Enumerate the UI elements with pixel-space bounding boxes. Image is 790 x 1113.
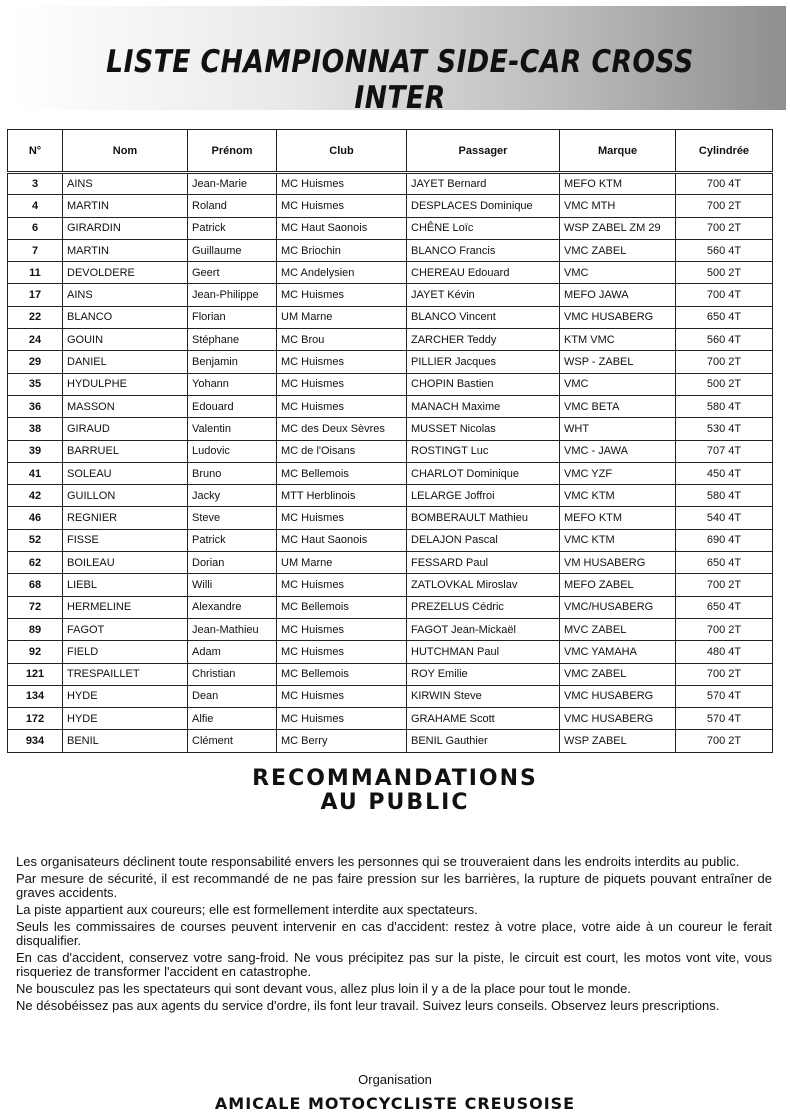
rider-last-name-cell: AINS bbox=[63, 173, 188, 195]
engine-capacity-cell: 570 4T bbox=[676, 708, 773, 730]
passenger-name-cell: BLANCO Francis bbox=[407, 239, 560, 261]
rider-club-cell: MC Briochin bbox=[277, 239, 407, 261]
column-header-club: Club bbox=[277, 130, 407, 173]
table-row bbox=[8, 217, 773, 239]
passenger-name-cell: KIRWIN Steve bbox=[407, 685, 560, 707]
rider-number-cell: 41 bbox=[8, 462, 63, 484]
machine-brand-cell: VMC KTM bbox=[560, 485, 676, 507]
machine-brand-cell: VMC HUSABERG bbox=[560, 685, 676, 707]
passenger-name-cell: JAYET Kévin bbox=[407, 284, 560, 306]
rider-first-name-cell: Guillaume bbox=[188, 239, 277, 261]
table-row bbox=[8, 730, 773, 752]
engine-capacity-cell: 650 4T bbox=[676, 596, 773, 618]
passenger-name-cell: CHOPIN Bastien bbox=[407, 373, 560, 395]
passenger-name-cell: ZATLOVKAL Miroslav bbox=[407, 574, 560, 596]
machine-brand-cell: VMC/HUSABERG bbox=[560, 596, 676, 618]
rider-club-cell: MTT Herblinois bbox=[277, 485, 407, 507]
machine-brand-cell: MEFO JAWA bbox=[560, 284, 676, 306]
rider-last-name-cell: FAGOT bbox=[63, 618, 188, 640]
rider-last-name-cell: LIEBL bbox=[63, 574, 188, 596]
engine-capacity-cell: 700 2T bbox=[676, 663, 773, 685]
passenger-name-cell: JAYET Bernard bbox=[407, 173, 560, 195]
engine-capacity-cell: 700 4T bbox=[676, 173, 773, 195]
rider-first-name-cell: Patrick bbox=[188, 529, 277, 551]
rider-club-cell: MC Haut Saonois bbox=[277, 529, 407, 551]
rider-first-name-cell: Alfie bbox=[188, 708, 277, 730]
machine-brand-cell: VMC - JAWA bbox=[560, 440, 676, 462]
table-header-row bbox=[8, 130, 773, 173]
rider-first-name-cell: Jacky bbox=[188, 485, 277, 507]
organisation-label: Organisation bbox=[358, 1072, 432, 1087]
machine-brand-cell: MEFO KTM bbox=[560, 173, 676, 195]
engine-capacity-cell: 700 4T bbox=[676, 284, 773, 306]
rider-number-cell: 22 bbox=[8, 306, 63, 328]
table-row bbox=[8, 529, 773, 551]
rider-club-cell: MC Huismes bbox=[277, 685, 407, 707]
rider-last-name-cell: HERMELINE bbox=[63, 596, 188, 618]
machine-brand-cell: WHT bbox=[560, 418, 676, 440]
rider-club-cell: MC Berry bbox=[277, 730, 407, 752]
recommendation-paragraph: En cas d'accident, conservez votre sang-froid. Ne vous précipitez pas sur la piste, le circuit est court, les motos vont vite, vous risqueriez de transformer l'accident en catastrophe. bbox=[16, 950, 772, 979]
rider-first-name-cell: Clément bbox=[188, 730, 277, 752]
rider-last-name-cell: HYDE bbox=[63, 708, 188, 730]
column-header-passager: Passager bbox=[407, 130, 560, 173]
rider-first-name-cell: Adam bbox=[188, 641, 277, 663]
table-row bbox=[8, 641, 773, 663]
rider-first-name-cell: Jean-Mathieu bbox=[188, 618, 277, 640]
table-row bbox=[8, 574, 773, 596]
table-row bbox=[8, 507, 773, 529]
rider-number-cell: 72 bbox=[8, 596, 63, 618]
title-banner bbox=[14, 6, 786, 116]
rider-first-name-cell: Geert bbox=[188, 262, 277, 284]
rider-number-cell: 934 bbox=[8, 730, 63, 752]
rider-number-cell: 172 bbox=[8, 708, 63, 730]
rider-last-name-cell: DANIEL bbox=[63, 351, 188, 373]
rider-club-cell: MC Huismes bbox=[277, 373, 407, 395]
table-row bbox=[8, 262, 773, 284]
rider-club-cell: MC Andelysien bbox=[277, 262, 407, 284]
rider-first-name-cell: Valentin bbox=[188, 418, 277, 440]
table-row bbox=[8, 618, 773, 640]
engine-capacity-cell: 690 4T bbox=[676, 529, 773, 551]
championship-table bbox=[7, 129, 773, 753]
rider-last-name-cell: AINS bbox=[63, 284, 188, 306]
recommendation-paragraph: Ne désobéissez pas aux agents du service d'ordre, ils font leur travail. Suivez leurs conseils. Observez leurs prescriptions. bbox=[16, 998, 720, 1013]
rider-last-name-cell: FIELD bbox=[63, 641, 188, 663]
rider-number-cell: 3 bbox=[8, 173, 63, 195]
recommendation-paragraph: Les organisateurs déclinent toute responsabilité envers les personnes qui se trouveraient dans les endroits interdits au public. bbox=[16, 854, 740, 869]
rider-number-cell: 11 bbox=[8, 262, 63, 284]
column-header-marque: Marque bbox=[560, 130, 676, 173]
recommendation-paragraph: Par mesure de sécurité, il est recommandé de ne pas faire pression sur les barrières, la rupture de piquets pouvant entraîner de graves accidents. bbox=[16, 871, 772, 900]
rider-first-name-cell: Patrick bbox=[188, 217, 277, 239]
rider-club-cell: MC Huismes bbox=[277, 395, 407, 417]
rider-club-cell: MC Bellemois bbox=[277, 596, 407, 618]
rider-first-name-cell: Edouard bbox=[188, 395, 277, 417]
engine-capacity-cell: 530 4T bbox=[676, 418, 773, 440]
engine-capacity-cell: 700 2T bbox=[676, 195, 773, 217]
rider-number-cell: 24 bbox=[8, 329, 63, 351]
passenger-name-cell: DESPLACES Dominique bbox=[407, 195, 560, 217]
machine-brand-cell: VMC HUSABERG bbox=[560, 306, 676, 328]
rider-last-name-cell: GUILLON bbox=[63, 485, 188, 507]
machine-brand-cell: MEFO KTM bbox=[560, 507, 676, 529]
rider-number-cell: 46 bbox=[8, 507, 63, 529]
rider-last-name-cell: FISSE bbox=[63, 529, 188, 551]
engine-capacity-cell: 560 4T bbox=[676, 239, 773, 261]
passenger-name-cell: MUSSET Nicolas bbox=[407, 418, 560, 440]
table-row bbox=[8, 351, 773, 373]
rider-last-name-cell: BOILEAU bbox=[63, 552, 188, 574]
table-row bbox=[8, 685, 773, 707]
rider-number-cell: 17 bbox=[8, 284, 63, 306]
passenger-name-cell: PILLIER Jacques bbox=[407, 351, 560, 373]
machine-brand-cell: WSP ZABEL ZM 29 bbox=[560, 217, 676, 239]
rider-first-name-cell: Ludovic bbox=[188, 440, 277, 462]
engine-capacity-cell: 700 2T bbox=[676, 730, 773, 752]
rider-first-name-cell: Yohann bbox=[188, 373, 277, 395]
engine-capacity-cell: 650 4T bbox=[676, 306, 773, 328]
rider-club-cell: MC Bellemois bbox=[277, 462, 407, 484]
engine-capacity-cell: 700 2T bbox=[676, 217, 773, 239]
passenger-name-cell: ROY Emilie bbox=[407, 663, 560, 685]
engine-capacity-cell: 500 2T bbox=[676, 373, 773, 395]
machine-brand-cell: VMC bbox=[560, 373, 676, 395]
rider-club-cell: MC Bellemois bbox=[277, 663, 407, 685]
organiser-name: AMICALE MOTOCYCLISTE CREUSOISE bbox=[214, 1094, 576, 1113]
table-body bbox=[8, 173, 773, 753]
rider-club-cell: MC Huismes bbox=[277, 507, 407, 529]
rider-number-cell: 92 bbox=[8, 641, 63, 663]
rider-last-name-cell: REGNIER bbox=[63, 507, 188, 529]
machine-brand-cell: VMC KTM bbox=[560, 529, 676, 551]
recommendations-title: RECOMMANDATIONS bbox=[252, 766, 538, 791]
passenger-name-cell: CHÊNE Loïc bbox=[407, 217, 560, 239]
rider-number-cell: 6 bbox=[8, 217, 63, 239]
rider-club-cell: MC Huismes bbox=[277, 618, 407, 640]
table-row bbox=[8, 284, 773, 306]
rider-club-cell: MC Huismes bbox=[277, 284, 407, 306]
column-header-nom: Nom bbox=[63, 130, 188, 173]
rider-number-cell: 35 bbox=[8, 373, 63, 395]
passenger-name-cell: ZARCHER Teddy bbox=[407, 329, 560, 351]
rider-number-cell: 42 bbox=[8, 485, 63, 507]
rider-number-cell: 7 bbox=[8, 239, 63, 261]
column-header-number: N° bbox=[8, 130, 63, 173]
table-row bbox=[8, 596, 773, 618]
machine-brand-cell: VM HUSABERG bbox=[560, 552, 676, 574]
rider-last-name-cell: MARTIN bbox=[63, 195, 188, 217]
table-row bbox=[8, 306, 773, 328]
rider-club-cell: MC Huismes bbox=[277, 351, 407, 373]
table-row bbox=[8, 708, 773, 730]
rider-first-name-cell: Bruno bbox=[188, 462, 277, 484]
rider-first-name-cell: Steve bbox=[188, 507, 277, 529]
table-row bbox=[8, 329, 773, 351]
table-row bbox=[8, 239, 773, 261]
rider-number-cell: 36 bbox=[8, 395, 63, 417]
page-title: LISTE CHAMPIONNAT SIDE-CAR CROSS INTER bbox=[106, 44, 694, 116]
table-row bbox=[8, 418, 773, 440]
table-row bbox=[8, 195, 773, 217]
machine-brand-cell: MVC ZABEL bbox=[560, 618, 676, 640]
passenger-name-cell: BOMBERAULT Mathieu bbox=[407, 507, 560, 529]
rider-club-cell: MC de l'Oisans bbox=[277, 440, 407, 462]
machine-brand-cell: WSP ZABEL bbox=[560, 730, 676, 752]
engine-capacity-cell: 540 4T bbox=[676, 507, 773, 529]
rider-last-name-cell: MASSON bbox=[63, 395, 188, 417]
passenger-name-cell: FAGOT Jean-Mickaël bbox=[407, 618, 560, 640]
recommendation-paragraph: Ne bousculez pas les spectateurs qui sont devant vous, allez plus loin il y a de la place pour tout le monde. bbox=[16, 981, 631, 996]
engine-capacity-cell: 480 4T bbox=[676, 641, 773, 663]
table-row bbox=[8, 373, 773, 395]
machine-brand-cell: VMC bbox=[560, 262, 676, 284]
machine-brand-cell: MEFO ZABEL bbox=[560, 574, 676, 596]
machine-brand-cell: VMC YZF bbox=[560, 462, 676, 484]
rider-last-name-cell: DEVOLDERE bbox=[63, 262, 188, 284]
table-row bbox=[8, 395, 773, 417]
recommendation-paragraph: La piste appartient aux coureurs; elle est formellement interdite aux spectateurs. bbox=[16, 902, 478, 917]
recommendations-text bbox=[16, 855, 772, 1016]
column-header-prenom: Prénom bbox=[188, 130, 277, 173]
rider-last-name-cell: GOUIN bbox=[63, 329, 188, 351]
rider-club-cell: MC Brou bbox=[277, 329, 407, 351]
passenger-name-cell: FESSARD Paul bbox=[407, 552, 560, 574]
machine-brand-cell: VMC YAMAHA bbox=[560, 641, 676, 663]
rider-club-cell: MC Huismes bbox=[277, 574, 407, 596]
rider-first-name-cell: Benjamin bbox=[188, 351, 277, 373]
engine-capacity-cell: 707 4T bbox=[676, 440, 773, 462]
passenger-name-cell: CHARLOT Dominique bbox=[407, 462, 560, 484]
engine-capacity-cell: 580 4T bbox=[676, 395, 773, 417]
rider-last-name-cell: BLANCO bbox=[63, 306, 188, 328]
rider-last-name-cell: GIRARDIN bbox=[63, 217, 188, 239]
rider-number-cell: 4 bbox=[8, 195, 63, 217]
rider-club-cell: MC Haut Saonois bbox=[277, 217, 407, 239]
passenger-name-cell: HUTCHMAN Paul bbox=[407, 641, 560, 663]
rider-number-cell: 68 bbox=[8, 574, 63, 596]
rider-last-name-cell: BENIL bbox=[63, 730, 188, 752]
rider-last-name-cell: HYDULPHE bbox=[63, 373, 188, 395]
rider-first-name-cell: Dorian bbox=[188, 552, 277, 574]
rider-number-cell: 52 bbox=[8, 529, 63, 551]
engine-capacity-cell: 570 4T bbox=[676, 685, 773, 707]
rider-first-name-cell: Willi bbox=[188, 574, 277, 596]
passenger-name-cell: PREZELUS Cédric bbox=[407, 596, 560, 618]
engine-capacity-cell: 580 4T bbox=[676, 485, 773, 507]
passenger-name-cell: MANACH Maxime bbox=[407, 395, 560, 417]
recommendation-paragraph: Seuls les commissaires de courses peuvent intervenir en cas d'accident: restez à votre place, votre aide à un coureur le ferait disqualifier. bbox=[16, 919, 772, 948]
passenger-name-cell: DELAJON Pascal bbox=[407, 529, 560, 551]
machine-brand-cell: VMC HUSABERG bbox=[560, 708, 676, 730]
rider-number-cell: 89 bbox=[8, 618, 63, 640]
rider-club-cell: MC des Deux Sèvres bbox=[277, 418, 407, 440]
rider-club-cell: MC Huismes bbox=[277, 173, 407, 195]
rider-club-cell: UM Marne bbox=[277, 306, 407, 328]
rider-number-cell: 62 bbox=[8, 552, 63, 574]
rider-club-cell: MC Huismes bbox=[277, 708, 407, 730]
machine-brand-cell: VMC ZABEL bbox=[560, 239, 676, 261]
rider-club-cell: UM Marne bbox=[277, 552, 407, 574]
rider-number-cell: 39 bbox=[8, 440, 63, 462]
recommendations-subtitle: AU PUBLIC bbox=[320, 790, 470, 815]
engine-capacity-cell: 500 2T bbox=[676, 262, 773, 284]
table-row bbox=[8, 552, 773, 574]
column-header-cylindree: Cylindrée bbox=[676, 130, 773, 173]
rider-last-name-cell: BARRUEL bbox=[63, 440, 188, 462]
rider-first-name-cell: Christian bbox=[188, 663, 277, 685]
rider-last-name-cell: TRESPAILLET bbox=[63, 663, 188, 685]
rider-club-cell: MC Huismes bbox=[277, 195, 407, 217]
rider-last-name-cell: HYDE bbox=[63, 685, 188, 707]
rider-last-name-cell: SOLEAU bbox=[63, 462, 188, 484]
passenger-name-cell: GRAHAME Scott bbox=[407, 708, 560, 730]
passenger-name-cell: BENIL Gauthier bbox=[407, 730, 560, 752]
rider-club-cell: MC Huismes bbox=[277, 641, 407, 663]
machine-brand-cell: VMC ZABEL bbox=[560, 663, 676, 685]
engine-capacity-cell: 650 4T bbox=[676, 552, 773, 574]
engine-capacity-cell: 700 2T bbox=[676, 574, 773, 596]
rider-number-cell: 121 bbox=[8, 663, 63, 685]
rider-number-cell: 29 bbox=[8, 351, 63, 373]
machine-brand-cell: VMC MTH bbox=[560, 195, 676, 217]
passenger-name-cell: ROSTINGT Luc bbox=[407, 440, 560, 462]
rider-last-name-cell: MARTIN bbox=[63, 239, 188, 261]
passenger-name-cell: BLANCO Vincent bbox=[407, 306, 560, 328]
machine-brand-cell: KTM VMC bbox=[560, 329, 676, 351]
rider-first-name-cell: Stéphane bbox=[188, 329, 277, 351]
table-row bbox=[8, 440, 773, 462]
engine-capacity-cell: 700 2T bbox=[676, 618, 773, 640]
engine-capacity-cell: 700 2T bbox=[676, 351, 773, 373]
table-row bbox=[8, 173, 773, 195]
engine-capacity-cell: 450 4T bbox=[676, 462, 773, 484]
rider-first-name-cell: Alexandre bbox=[188, 596, 277, 618]
rider-number-cell: 38 bbox=[8, 418, 63, 440]
rider-first-name-cell: Florian bbox=[188, 306, 277, 328]
table-row bbox=[8, 462, 773, 484]
rider-last-name-cell: GIRAUD bbox=[63, 418, 188, 440]
engine-capacity-cell: 560 4T bbox=[676, 329, 773, 351]
rider-first-name-cell: Jean-Marie bbox=[188, 173, 277, 195]
passenger-name-cell: LELARGE Joffroi bbox=[407, 485, 560, 507]
rider-number-cell: 134 bbox=[8, 685, 63, 707]
machine-brand-cell: WSP - ZABEL bbox=[560, 351, 676, 373]
rider-first-name-cell: Dean bbox=[188, 685, 277, 707]
passenger-name-cell: CHEREAU Edouard bbox=[407, 262, 560, 284]
rider-first-name-cell: Jean-Philippe bbox=[188, 284, 277, 306]
machine-brand-cell: VMC BETA bbox=[560, 395, 676, 417]
table-row bbox=[8, 663, 773, 685]
table-row bbox=[8, 485, 773, 507]
rider-first-name-cell: Roland bbox=[188, 195, 277, 217]
